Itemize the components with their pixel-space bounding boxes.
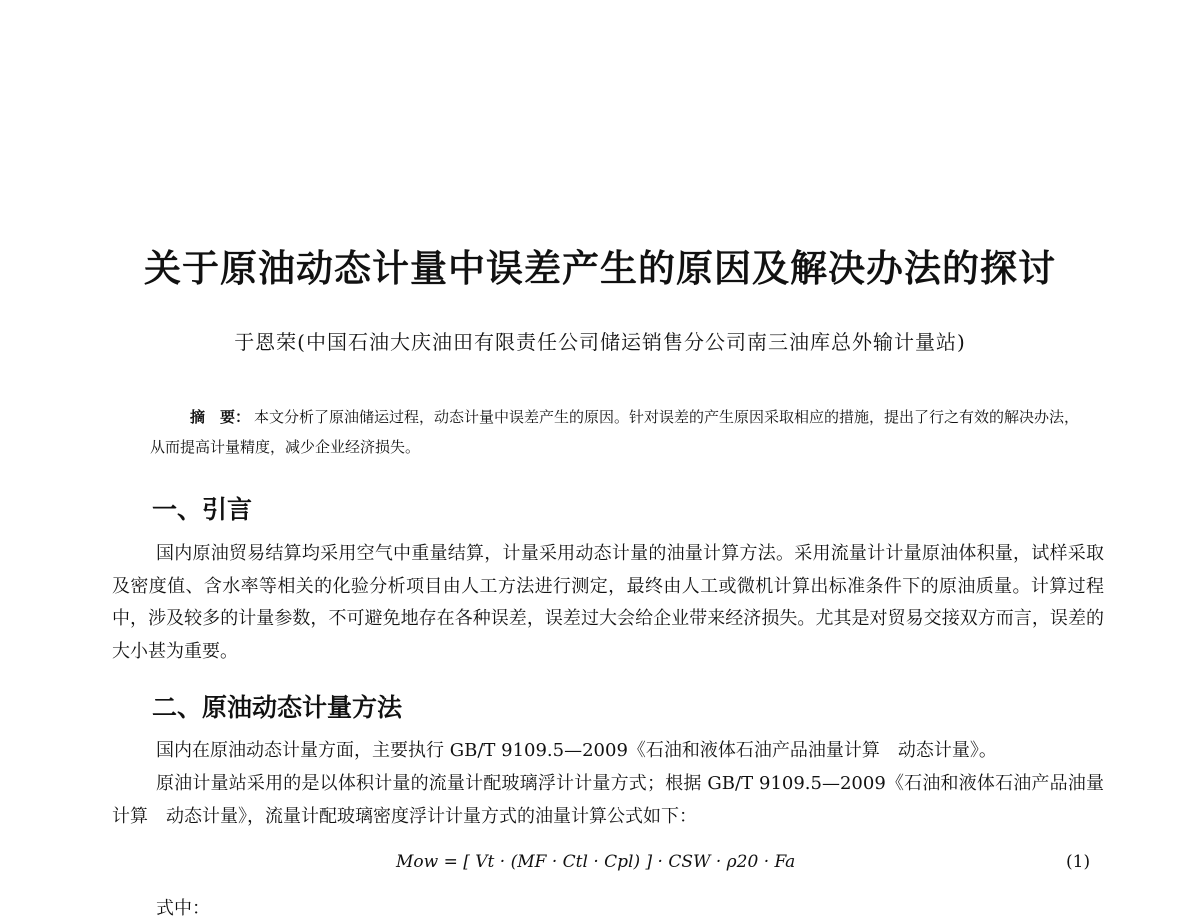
- section-2-paragraph-1: 国内在原油动态计量方面，主要执行 GB/T 9109.5—2009《石油和液体石油产品油量计算 动态计量》。: [156, 740, 997, 761]
- abstract-label: 摘 要：: [190, 408, 251, 426]
- formula-expression: Mow = [ Vt · (MF · Ctl · Cpl) ] · CSW · ρ20 · Fa: [396, 852, 796, 872]
- section-2-paragraph-2: 原油计量站采用的是以体积计量的流量计配玻璃浮计计量方式；根据 GB/T 9109.5—2009《石油和液体石油产品油量计算 动态计量》，流量计配玻璃密度浮计计量方式的油量计算公式如下：: [112, 773, 1104, 827]
- abstract-text: 本文分析了原油储运过程，动态计量中误差产生的原因。针对误差的产生原因采取相应的措施，提出了行之有效的解决办法，从而提高计量精度，减少企业经济损失。: [150, 408, 1080, 456]
- abstract: [150, 402, 1080, 462]
- formula-number: (1): [1066, 852, 1091, 872]
- section-1-paragraph: 国内原油贸易结算均采用空气中重量结算，计量采用动态计量的油量计算方法。采用流量计计量原油体积量，试样采取及密度值、含水率等相关的化验分析项目由人工方法进行测定，最终由人工或微机计算出标准条件下的原油质量。计算过程中，涉及较多的计量参数，不可避免地存在各种误差，误差过大会给企业带来经济损失。尤其是对贸易交接双方而言，误差的大小甚为重要。: [112, 543, 1104, 662]
- author-affiliation: 于恩荣(中国石油大庆油田有限责任公司储运销售分公司南三油库总外输计量站): [234, 330, 966, 354]
- where-label: 式中：: [156, 898, 210, 919]
- paper-title: 关于原油动态计量中误差产生的原因及解决办法的探讨: [144, 246, 1056, 290]
- section-2-heading: 二、原油动态计量方法: [152, 693, 403, 722]
- section-1-heading: 一、引言: [152, 495, 253, 524]
